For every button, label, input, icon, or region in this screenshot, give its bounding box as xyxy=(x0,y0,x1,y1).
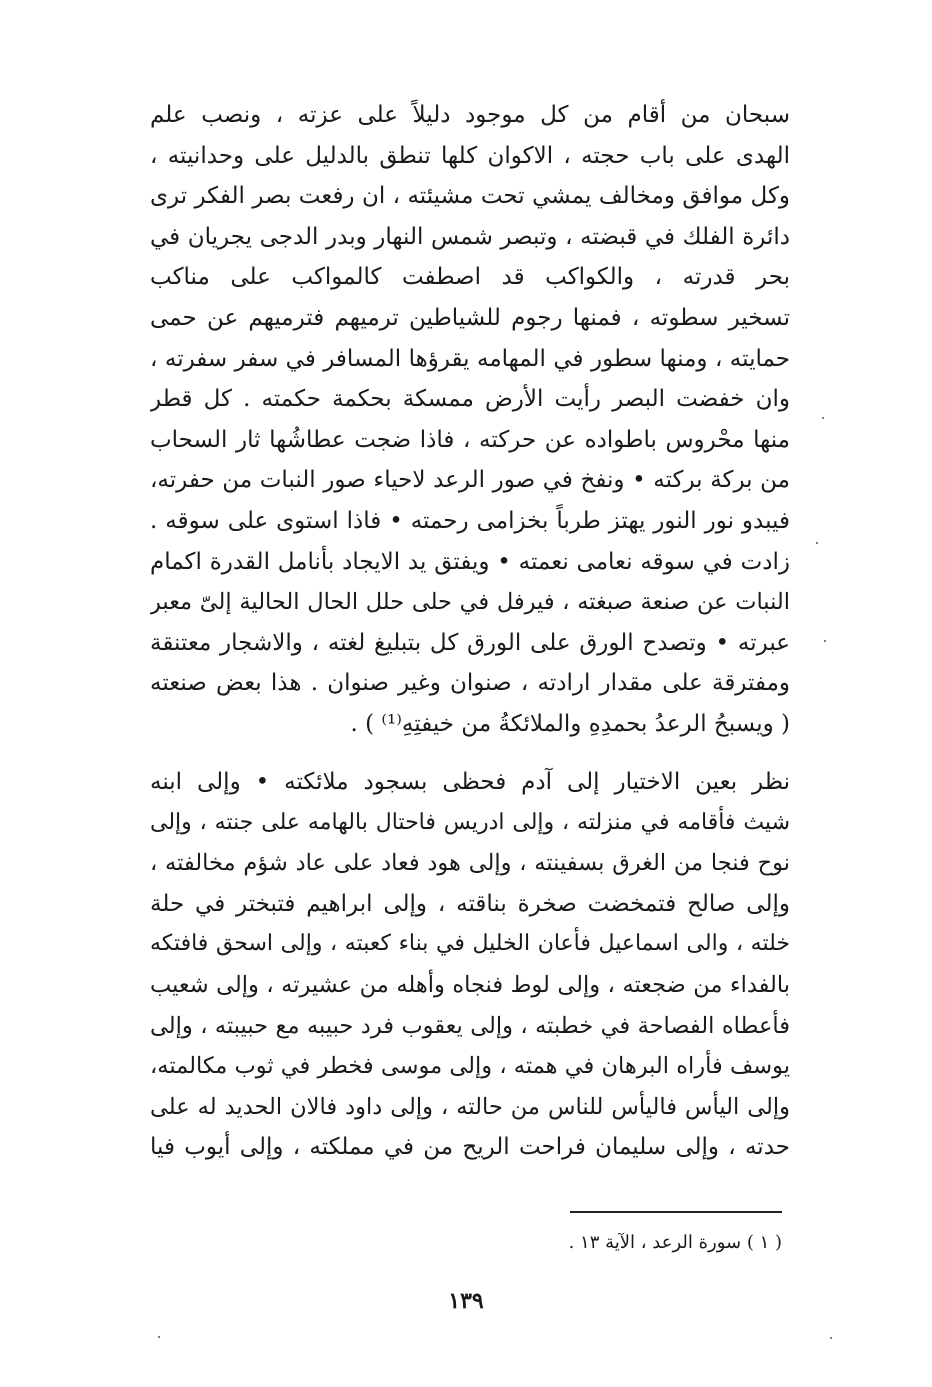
text-line: وان خفضت البصر رأيت الأرض ممسكة بحكمة حكمته . كل قطر xyxy=(150,386,790,413)
scan-speck xyxy=(816,542,818,544)
scan-speck xyxy=(822,417,824,419)
text-line: فأعطاه الفصاحة في خطبته ، وإلى يعقوب فرد حبيبه مع حبيبته ، وإلى xyxy=(150,1012,790,1039)
text-line: نظر بعين الاختيار إلى آدم فحظى بسجود ملائكته • وإلى ابنه xyxy=(150,769,790,795)
text-line: وإلى اليأس فاليأس للناس من حالته ، وإلى داود فالان الحديد له على xyxy=(150,1093,790,1120)
text-line: زادت في سوقه نعامى نعمته • ويفتق يد الايجاد بأنامل القدرة اكمام xyxy=(150,548,790,575)
text-line: سبحان من أقام من كل موجود دليلاً على عزته ، ونصب علم xyxy=(150,102,790,128)
scan-speck xyxy=(158,1336,160,1338)
text-line: وكل موافق ومخالف يمشي تحت مشيئته ، ان رفعت بصر الفكر ترى xyxy=(150,183,790,210)
paragraph-1 xyxy=(150,95,790,745)
quran-verse-line: ( ويسبحُ الرعدُ بحمدِهِ والملائكةُ من خيفتِهِ⁽¹⁾ ) . xyxy=(350,710,790,737)
text-line: فيبدو نور النور يهتز طرباً بخزامى رحمته • فاذا استوى على سوقه . xyxy=(150,507,790,534)
text-line: نوح فنجا من الغرق بسفينته ، وإلى هود فعاد على عاد شؤم مخالفته ، xyxy=(150,850,790,877)
text-line: من بركة بركته • ونفخ في صور الرعد لاحياء صور النبات من حفرته، xyxy=(150,467,790,494)
text-line: يوسف فأراه البرهان في همته ، وإلى موسى فخطر في ثوب مكالمته، xyxy=(150,1053,790,1080)
text-line: عبرته • وتصدح الورق على الورق كل بتبليغ لغته ، والاشجار معتنقة xyxy=(150,629,790,656)
text-line: بحر قدرته ، والكواكب قد اصطفت كالمواكب على مناكب xyxy=(150,264,790,291)
text-line: بالفداء من ضجعته ، وإلى لوط فنجاه وأهله من عشيرته ، وإلى شعيب xyxy=(150,971,790,998)
footnote: ( ١ ) سورة الرعد ، الآية ١٣ . xyxy=(568,1232,782,1253)
text-line: شيث فأقامه في منزلته ، وإلى ادريس فاحتال بالهامه على جنته ، وإلى xyxy=(150,809,790,835)
text-line: حمايته ، ومنها سطور في المهامه يقرؤها المسافر في سفر سفرته ، xyxy=(150,345,790,372)
scan-speck xyxy=(824,640,826,642)
text-line: حدته ، وإلى سليمان فراحت الريح من في مملكته ، وإلى أيوب فيا xyxy=(150,1134,790,1161)
text-line: النبات عن صنعة صبغته ، فيرفل في حلى حلل الحال الحالية إلىّ معبر xyxy=(150,589,790,616)
page-number: ١٣٩ xyxy=(448,1288,484,1314)
paragraph-2 xyxy=(150,762,790,1168)
text-line: تسخير سطوته ، فمنها رجوم للشياطين ترميهم فترميهم عن حمى xyxy=(150,304,790,331)
text-line: منها محْروس باطواده عن حركته ، فاذا ضجت عطاشُها ثار السحاب xyxy=(150,426,790,453)
text-line: ومفترقة على مقدار ارادته ، صنوان وغير صنوان . هذا بعض صنعته xyxy=(150,670,790,697)
text-line: وإلى صالح فتمخضت صخرة بناقته ، وإلى ابراهيم فتبختر في حلة xyxy=(150,890,790,917)
text-line: الهدى على باب حجته ، الاكوان كلها تنطق بالدليل على وحدانيته ، xyxy=(150,142,790,169)
text-line: دائرة الفلك في قبضته ، وتبصر شمس النهار وبدر الدجى يجريان في xyxy=(150,223,790,250)
text-line: خلته ، والى اسماعيل فأعان الخليل في بناء كعبته ، وإلى اسحق فافتكه xyxy=(150,931,790,957)
footnote-separator xyxy=(570,1211,782,1213)
scan-speck xyxy=(830,1337,832,1339)
